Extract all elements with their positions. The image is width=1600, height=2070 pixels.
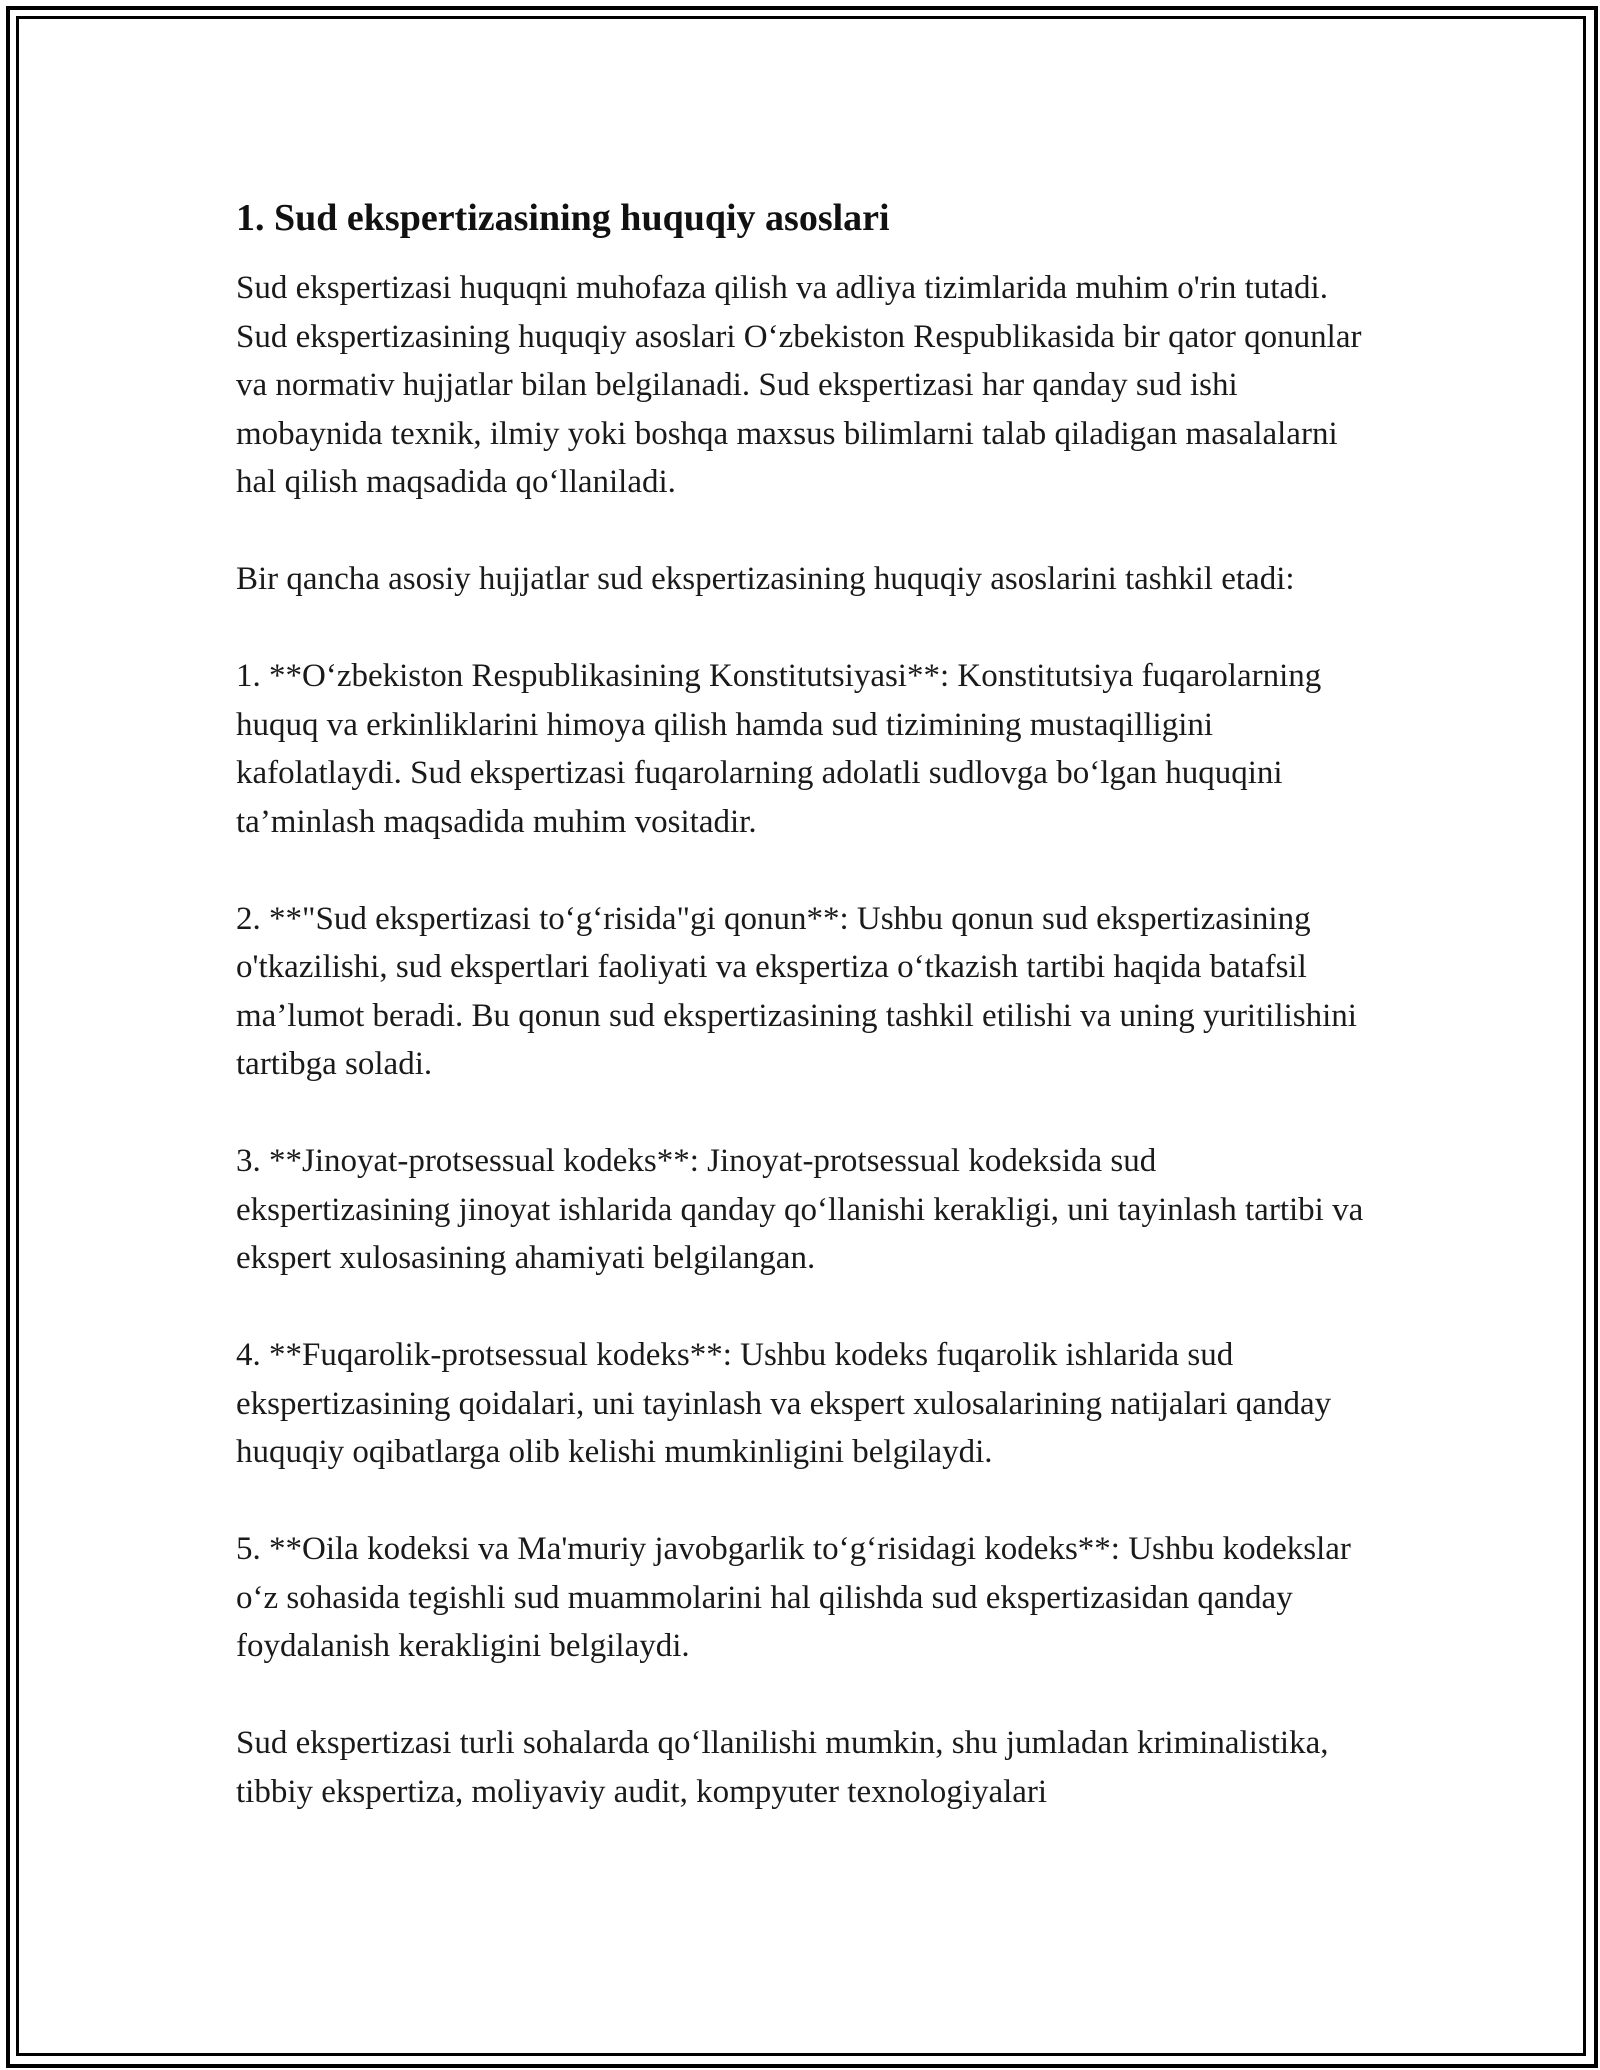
list-item-civil-procedure-code: 4. **Fuqarolik-protsessual kodeks**: Ushbu kodeks fuqarolik ishlarida sud ekspertizasining qoidalari, uni tayinlash va ekspert xulosalarining natijalari qanday huquqiy oqibatlarga olib kelishi mumkinligini belgilaydi. xyxy=(236,1337,1332,1470)
paragraph-intro: Sud ekspertizasi huquqni muhofaza qilish va adliya tizimlarida muhim o'rin tutadi. Sud ekspertizasining huquqiy asoslari O‘zbekiston Respublikasida bir qator qonunlar va normativ hujjatlar bilan belgilanadi. Sud ekspertizasi har qanday sud ishi mobaynida texnik, ilmiy yoki boshqa maxsus bilimlarni talab qiladigan masalalarni hal qilish maqsadida qo‘llaniladi. xyxy=(236,270,1362,500)
document-body xyxy=(236,180,1376,1816)
list-item-criminal-procedure-code: 3. **Jinoyat-protsessual kodeks**: Jinoyat-protsessual kodeksida sud ekspertizasining jinoyat ishlarida qanday qo‘llanishi kerakligi, uni tayinlash tartibi va ekspert xulosasining ahamiyati belgilangan. xyxy=(236,1143,1364,1276)
list-item-constitution: 1. **O‘zbekiston Respublikasining Konstitutsiyasi**: Konstitutsiya fuqarolarning huquq va erkinliklarini himoya qilish hamda sud tizimining mustaqilligini kafolatlaydi. Sud ekspertizasi fuqarolarning adolatli sudlovga bo‘lgan huquqini ta’minlash maqsadida muhim vositadir. xyxy=(236,658,1322,840)
paragraph-documents-intro: Bir qancha asosiy hujjatlar sud ekspertizasining huquqiy asoslarini tashkil etadi: xyxy=(236,561,1295,597)
list-item-expertise-law: 2. **"Sud ekspertizasi to‘g‘risida"gi qonun**: Ushbu qonun sud ekspertizasining o'tkazilishi, sud ekspertlari faoliyati va ekspertiza o‘tkazish tartibi haqida batafsil ma’lumot beradi. Bu qonun sud ekspertizasining tashkil etilishi va uning yuritilishini tartibga soladi. xyxy=(236,900,1357,1082)
list-item-family-administrative-code: 5. **Oila kodeksi va Ma'muriy javobgarlik to‘g‘risidagi kodeks**: Ushbu kodekslar o‘z sohasida tegishli sud muammolarini hal qilishda sud ekspertizasidan qanday foydalanish kerakligini belgilaydi. xyxy=(236,1531,1351,1664)
paragraph-application-areas: Sud ekspertizasi turli sohalarda qo‘llanilishi mumkin, shu jumladan kriminalistika, tibbiy ekspertiza, moliyaviy audit, kompyuter texnologiyalari xyxy=(236,1725,1329,1810)
section-heading: 1. Sud ekspertizasining huquqiy asoslari xyxy=(236,197,890,239)
